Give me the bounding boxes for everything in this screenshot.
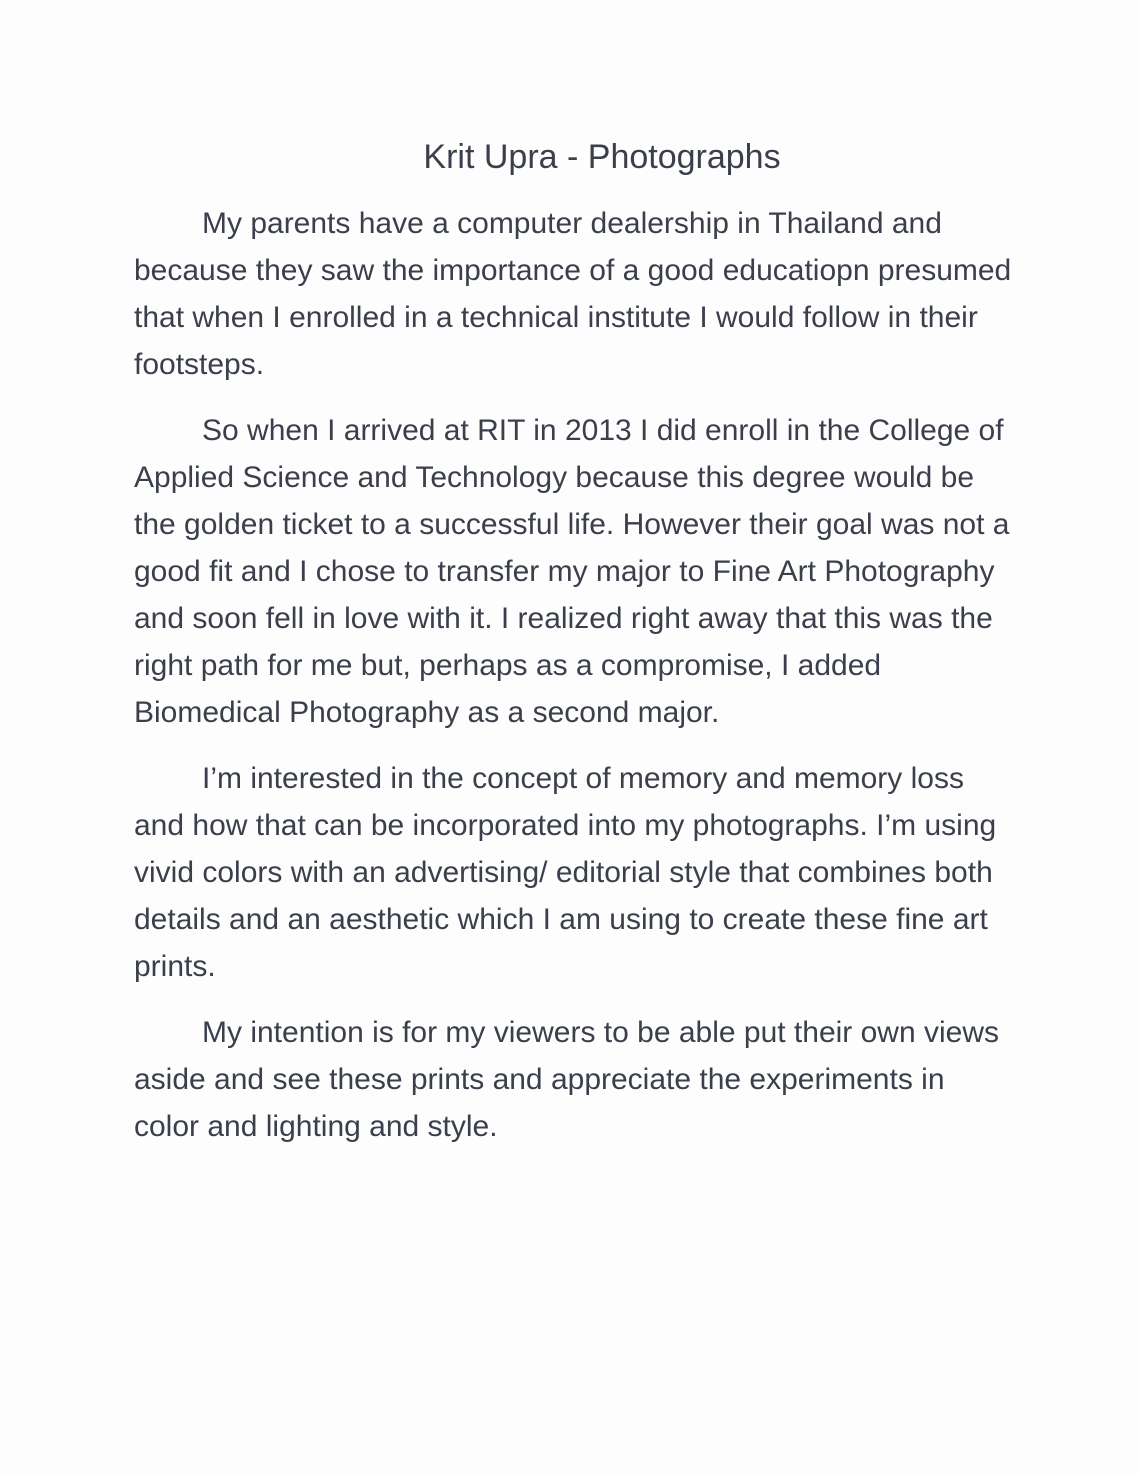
document-body xyxy=(134,200,1014,1169)
paragraph-family-background: My parents have a computer dealership in Thailand and because they saw the importance of a good educatiopn presumed that when I enrolled in a technical institute I would follow in their footsteps. xyxy=(134,207,1012,381)
paragraph-memory-concept: I’m interested in the concept of memory and memory loss and how that can be incorporated into my photographs. I’m using vivid colors with an advertising/ editorial style that combines both details and an aesthetic which I am using to create these fine art prints. xyxy=(134,762,997,983)
paragraph-intention: My intention is for my viewers to be able put their own views aside and see these prints and appreciate the experiments in color and lighting and style. xyxy=(134,1016,1000,1143)
paragraph-rit-enrollment: So when I arrived at RIT in 2013 I did enroll in the College of Applied Science and Technology because this degree would be the golden ticket to a successful life. However their goal was not a good fit and I chose to transfer my major to Fine Art Photography and soon fell in love with it. I realized right away that this was the right path for me but, perhaps as a compromise, I added Biomedical Photography as a second major. xyxy=(134,414,1010,729)
document-title: Krit Upra - Photographs xyxy=(423,138,781,176)
